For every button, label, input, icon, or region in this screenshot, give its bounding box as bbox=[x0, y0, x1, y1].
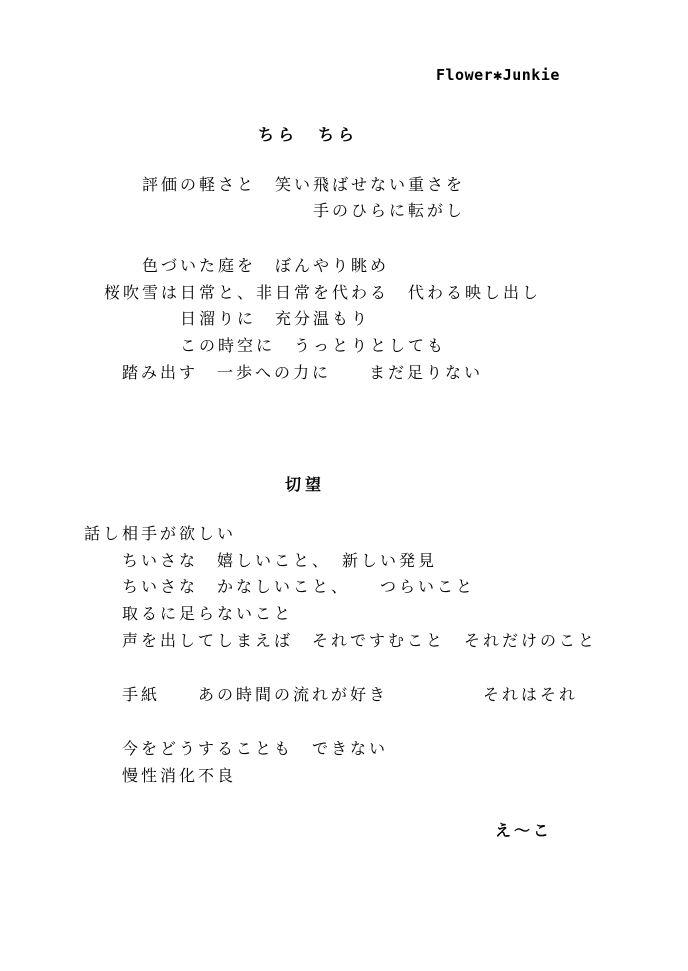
poem-title-chira-chira: ちら ちら bbox=[258, 125, 359, 144]
poem2-line: 取るに足らないこと bbox=[122, 604, 294, 623]
poem2-line: 慢性消化不良 bbox=[122, 766, 237, 785]
poem1-line: 踏み出す 一歩への力に まだ足りない bbox=[122, 363, 484, 382]
site-title: Flower✱Junkie bbox=[436, 66, 560, 84]
poem2-line: ちいさな 嬉しいこと、 新しい発見 bbox=[122, 551, 438, 570]
author-signature: え〜こ bbox=[495, 821, 553, 840]
poem2-line: 今をどうすることも できない bbox=[122, 739, 389, 758]
poem1-line: この時空に うっとりとしても bbox=[180, 336, 447, 355]
poem1-line: 桜吹雪は日常と、非日常を代わる 代わる映し出し bbox=[104, 283, 542, 302]
poem-title-setsubou: 切望 bbox=[285, 475, 326, 494]
poem2-line: ちいさな かなしいこと、 つらいこと bbox=[122, 577, 476, 596]
poem1-line: 日溜りに 充分温もり bbox=[180, 309, 371, 328]
poem2-line: 手紙 あの時間の流れが好き それはそれ bbox=[122, 685, 579, 704]
poem1-line: 評価の軽さと 笑い飛ばせない重さを bbox=[142, 175, 466, 194]
poem1-line: 色づいた庭を ぼんやり眺め bbox=[142, 256, 390, 275]
poem2-line: 声を出してしまえば それですむこと それだけのこと bbox=[122, 631, 598, 650]
poem2-line: 話し相手が欲しい bbox=[84, 524, 237, 543]
poem1-line: 手のひらに転がし bbox=[313, 201, 466, 220]
